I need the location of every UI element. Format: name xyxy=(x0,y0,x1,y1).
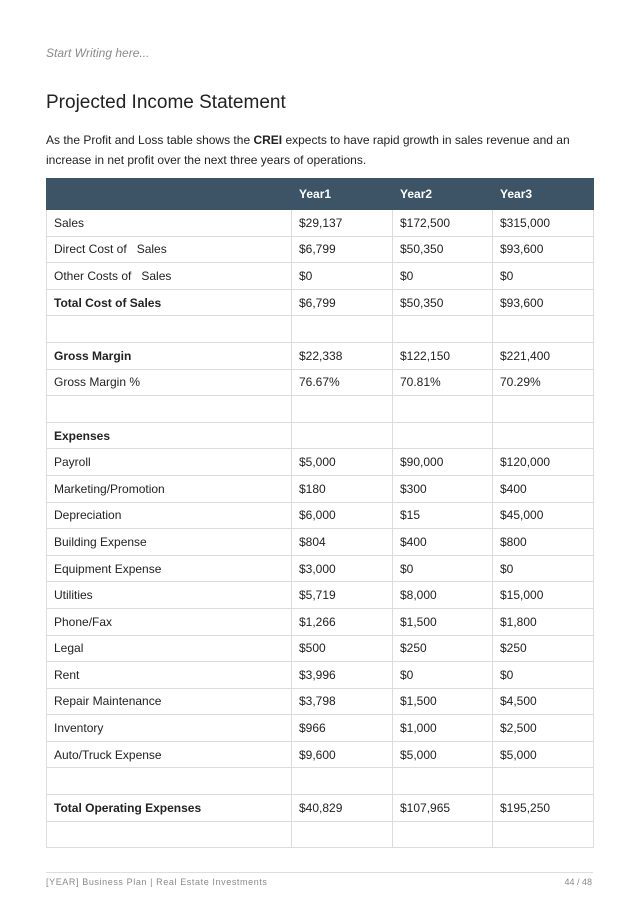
table-row xyxy=(47,715,594,742)
row-value-year2 xyxy=(393,316,493,343)
writing-placeholder: Start Writing here... xyxy=(46,46,150,60)
row-value-year2: $50,350 xyxy=(393,236,493,263)
row-value-year1: 76.67% xyxy=(292,369,393,396)
footer-document-title: [YEAR] Business Plan | Real Estate Investments xyxy=(46,877,268,887)
row-value-year3 xyxy=(493,768,594,795)
row-value-year2: $90,000 xyxy=(393,449,493,476)
row-value-year2 xyxy=(393,821,493,848)
intro-paragraph xyxy=(46,130,592,170)
row-label: Expenses xyxy=(47,422,292,449)
row-value-year1 xyxy=(292,396,393,423)
row-label: Utilities xyxy=(47,582,292,609)
row-value-year2: 70.81% xyxy=(393,369,493,396)
row-label: Gross Margin xyxy=(47,342,292,369)
row-label: Building Expense xyxy=(47,529,292,556)
table-row xyxy=(47,741,594,768)
row-label: Depreciation xyxy=(47,502,292,529)
row-value-year2: $1,000 xyxy=(393,715,493,742)
row-value-year3: $0 xyxy=(493,555,594,582)
header-label-column xyxy=(47,179,292,210)
table-row xyxy=(47,662,594,689)
table-row xyxy=(47,396,594,423)
row-value-year1: $6,799 xyxy=(292,236,393,263)
row-value-year1: $3,798 xyxy=(292,688,393,715)
table-row xyxy=(47,502,594,529)
row-value-year2: $107,965 xyxy=(393,795,493,822)
row-value-year1: $6,000 xyxy=(292,502,393,529)
row-value-year3: 70.29% xyxy=(493,369,594,396)
row-value-year3: $4,500 xyxy=(493,688,594,715)
row-value-year1: $3,000 xyxy=(292,555,393,582)
table-body xyxy=(47,210,594,848)
row-value-year3 xyxy=(493,422,594,449)
row-value-year1: $180 xyxy=(292,475,393,502)
row-value-year2: $0 xyxy=(393,662,493,689)
row-value-year1 xyxy=(292,316,393,343)
footer-divider xyxy=(46,872,593,873)
row-value-year3: $195,250 xyxy=(493,795,594,822)
row-value-year2: $300 xyxy=(393,475,493,502)
row-value-year3 xyxy=(493,821,594,848)
row-value-year3: $221,400 xyxy=(493,342,594,369)
row-value-year1: $40,829 xyxy=(292,795,393,822)
row-value-year3: $250 xyxy=(493,635,594,662)
row-value-year3: $400 xyxy=(493,475,594,502)
row-label: Total Operating Expenses xyxy=(47,795,292,822)
row-value-year1: $500 xyxy=(292,635,393,662)
table-row xyxy=(47,529,594,556)
row-label: Equipment Expense xyxy=(47,555,292,582)
header-year3: Year3 xyxy=(493,179,594,210)
row-value-year1: $966 xyxy=(292,715,393,742)
row-label: Auto/Truck Expense xyxy=(47,741,292,768)
row-label xyxy=(47,768,292,795)
row-value-year3: $93,600 xyxy=(493,289,594,316)
table-row xyxy=(47,316,594,343)
header-year1: Year1 xyxy=(292,179,393,210)
row-label: Other Costs of Sales xyxy=(47,263,292,290)
row-value-year1 xyxy=(292,768,393,795)
table-row xyxy=(47,263,594,290)
row-value-year3: $45,000 xyxy=(493,502,594,529)
row-label: Rent xyxy=(47,662,292,689)
row-value-year1 xyxy=(292,821,393,848)
row-value-year3: $1,800 xyxy=(493,608,594,635)
row-value-year2: $0 xyxy=(393,555,493,582)
row-value-year3: $800 xyxy=(493,529,594,556)
intro-text-end: expects to have rapid growth in sales revenue and an increase in net profit over the next three years of operations. xyxy=(46,133,570,167)
row-value-year2: $8,000 xyxy=(393,582,493,609)
table-row xyxy=(47,555,594,582)
row-label: Inventory xyxy=(47,715,292,742)
row-value-year2: $15 xyxy=(393,502,493,529)
row-label: Sales xyxy=(47,210,292,237)
row-value-year2: $5,000 xyxy=(393,741,493,768)
table-row xyxy=(47,342,594,369)
row-value-year2: $0 xyxy=(393,263,493,290)
table-row xyxy=(47,582,594,609)
row-label xyxy=(47,396,292,423)
row-value-year3 xyxy=(493,316,594,343)
header-year2: Year2 xyxy=(393,179,493,210)
table-row xyxy=(47,795,594,822)
row-label: Payroll xyxy=(47,449,292,476)
table-row xyxy=(47,768,594,795)
row-value-year1: $5,000 xyxy=(292,449,393,476)
table-header-row xyxy=(47,179,594,210)
row-value-year1: $3,996 xyxy=(292,662,393,689)
row-value-year3: $93,600 xyxy=(493,236,594,263)
table-row xyxy=(47,236,594,263)
table-row xyxy=(47,821,594,848)
row-value-year2: $172,500 xyxy=(393,210,493,237)
row-value-year3: $0 xyxy=(493,263,594,290)
row-label: Direct Cost of Sales xyxy=(47,236,292,263)
table-row xyxy=(47,422,594,449)
table-row xyxy=(47,210,594,237)
row-label: Repair Maintenance xyxy=(47,688,292,715)
row-label: Gross Margin % xyxy=(47,369,292,396)
row-value-year3: $2,500 xyxy=(493,715,594,742)
row-value-year1: $804 xyxy=(292,529,393,556)
section-title: Projected Income Statement xyxy=(46,92,286,113)
row-value-year1: $5,719 xyxy=(292,582,393,609)
row-value-year1: $6,799 xyxy=(292,289,393,316)
row-label: Legal xyxy=(47,635,292,662)
row-value-year1: $9,600 xyxy=(292,741,393,768)
table-row xyxy=(47,369,594,396)
row-value-year1 xyxy=(292,422,393,449)
row-value-year2 xyxy=(393,768,493,795)
row-label: Total Cost of Sales xyxy=(47,289,292,316)
row-label xyxy=(47,316,292,343)
row-value-year2 xyxy=(393,396,493,423)
row-value-year1: $22,338 xyxy=(292,342,393,369)
table-row xyxy=(47,635,594,662)
row-value-year3: $120,000 xyxy=(493,449,594,476)
row-label: Marketing/Promotion xyxy=(47,475,292,502)
row-value-year1: $0 xyxy=(292,263,393,290)
row-label: Phone/Fax xyxy=(47,608,292,635)
row-value-year3: $5,000 xyxy=(493,741,594,768)
row-value-year2: $1,500 xyxy=(393,688,493,715)
table-row xyxy=(47,688,594,715)
row-value-year3 xyxy=(493,396,594,423)
table-row xyxy=(47,289,594,316)
row-value-year3: $0 xyxy=(493,662,594,689)
row-value-year2: $1,500 xyxy=(393,608,493,635)
row-value-year2 xyxy=(393,422,493,449)
footer-page-number: 44 / 48 xyxy=(564,877,592,887)
intro-text-start: As the Profit and Loss table shows the xyxy=(46,133,254,147)
company-name: CREI xyxy=(253,133,283,147)
row-value-year2: $50,350 xyxy=(393,289,493,316)
row-value-year3: $15,000 xyxy=(493,582,594,609)
row-value-year2: $400 xyxy=(393,529,493,556)
table-row xyxy=(47,449,594,476)
row-value-year3: $315,000 xyxy=(493,210,594,237)
table-row xyxy=(47,475,594,502)
table-row xyxy=(47,608,594,635)
row-value-year1: $1,266 xyxy=(292,608,393,635)
row-label xyxy=(47,821,292,848)
row-value-year1: $29,137 xyxy=(292,210,393,237)
row-value-year2: $250 xyxy=(393,635,493,662)
income-statement-table xyxy=(46,178,594,848)
row-value-year2: $122,150 xyxy=(393,342,493,369)
